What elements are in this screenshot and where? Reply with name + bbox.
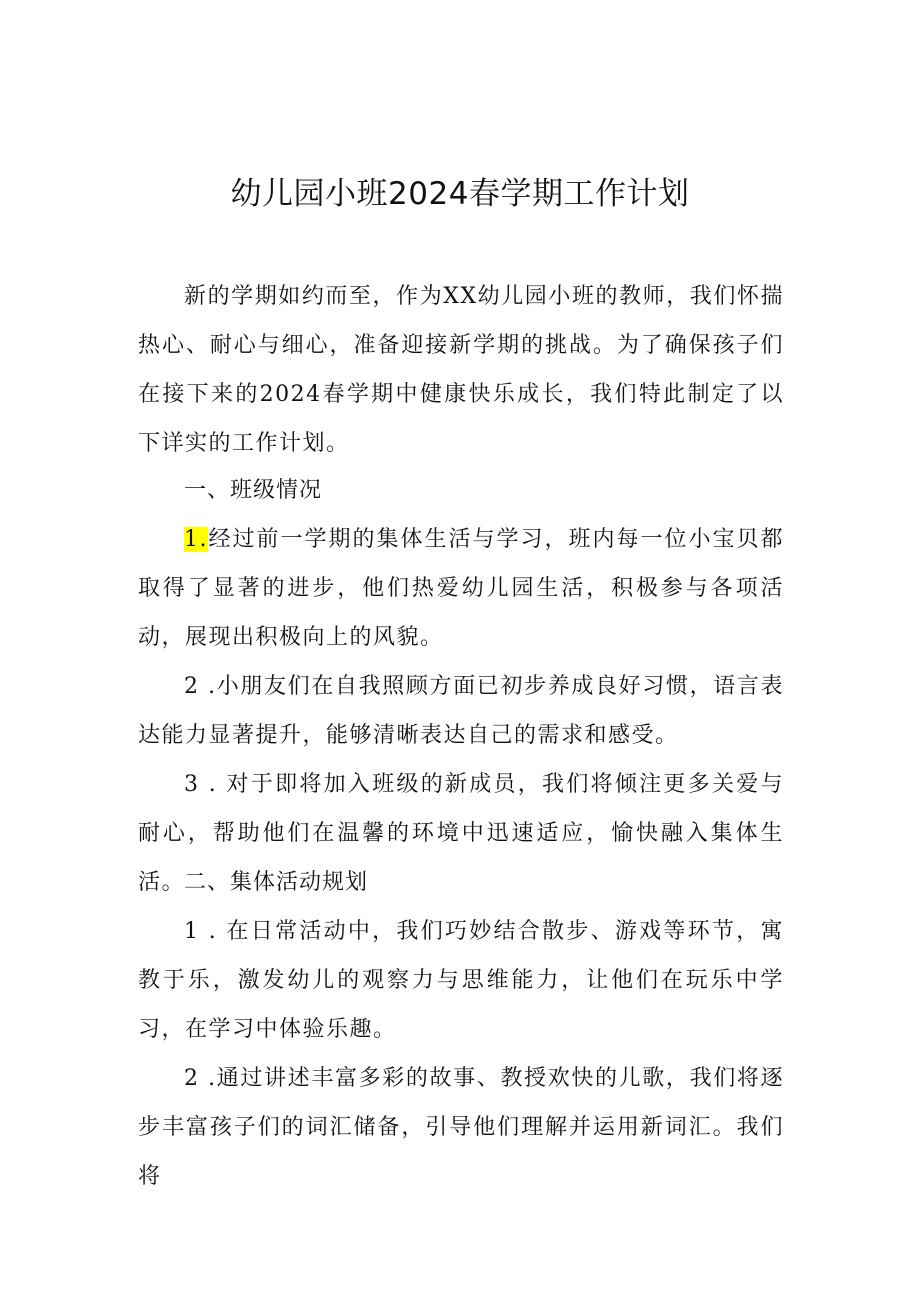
section-heading-class-status: 一、班级情况 <box>184 478 323 503</box>
section1-item-1-text: 经过前一学期的集体生活与学习，班内每一位小宝贝都取得了显著的进步，他们热爱幼儿园生活，积极参与各项活动，展现出积极向上的风貌。 <box>138 527 784 650</box>
section2-item-2: 2 .通过讲述丰富多彩的故事、教授欢快的儿歌，我们将逐步丰富孩子们的词汇储备，引导他们理解并运用新词汇。我们将 <box>138 1066 784 1189</box>
section2-item-1: 1 . 在日常活动中，我们巧妙结合散步、游戏等环节，寓教于乐，激发幼儿的观察力与思维能力，让他们在玩乐中学习，在学习中体验乐趣。 <box>138 919 784 1042</box>
section1-item-3: 3 . 对于即将加入班级的新成员，我们将倾注更多关爱与耐心，帮助他们在温馨的环境中迅速适应，愉快融入集体生活。 <box>138 772 784 895</box>
document-title: 幼儿园小班2024春学期工作计划 <box>230 176 690 212</box>
section1-item-2: 2 .小朋友们在自我照顾方面已初步养成良好习惯，语言表达能力显著提升，能够清晰表达自己的需求和感受。 <box>138 674 784 748</box>
section1-item-1 <box>138 515 784 662</box>
section-heading-group-activities: 二、集体活动规划 <box>184 870 369 895</box>
intro-paragraph: 新的学期如约而至，作为XX幼儿园小班的教师，我们怀揣热心、耐心与细心，准备迎接新学期的挑战。为了确保孩子们在接下来的2024春学期中健康快乐成长，我们特此制定了以下详实的工作计划。 <box>138 284 784 456</box>
highlighted-item-number: 1. <box>184 527 208 552</box>
